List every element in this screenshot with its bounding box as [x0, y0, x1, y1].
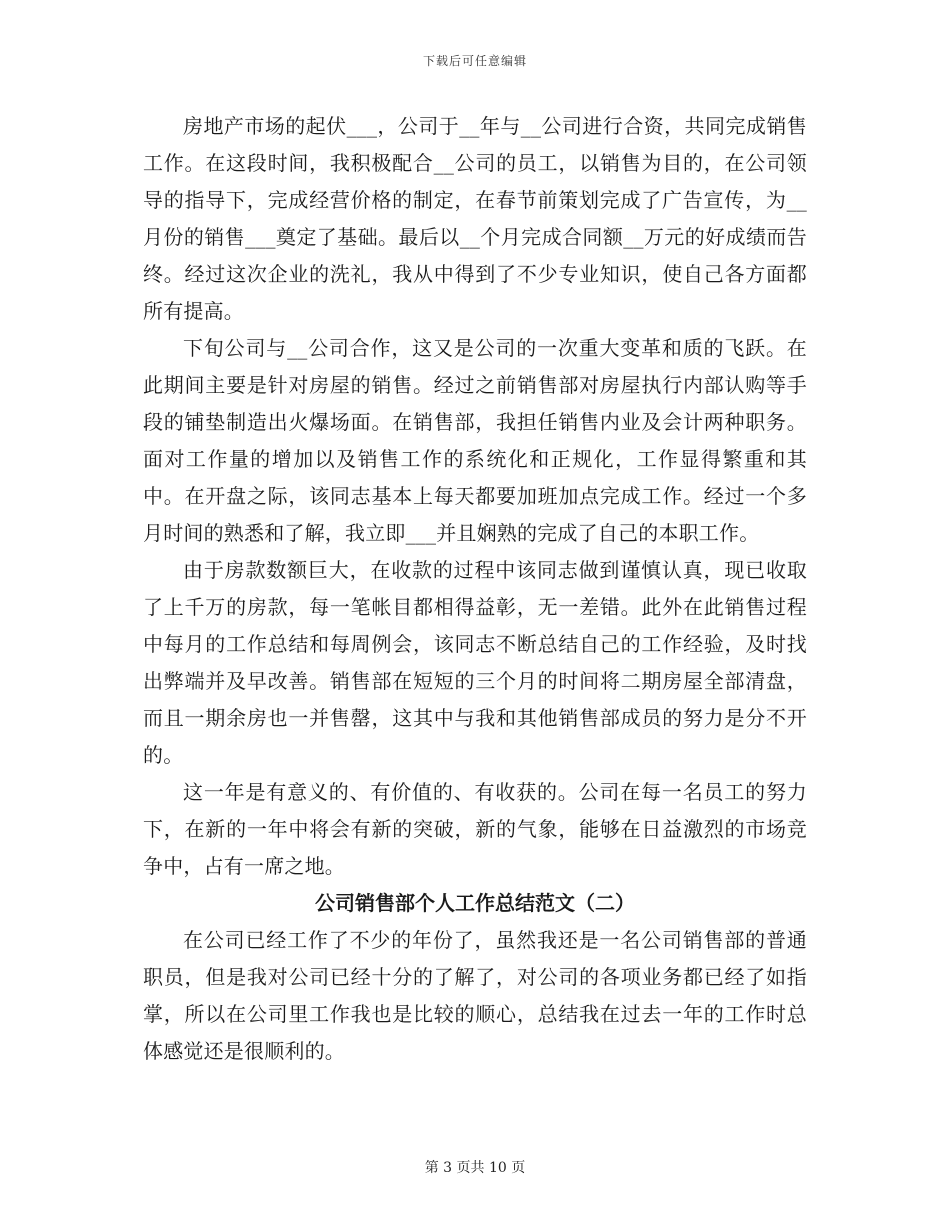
page-header: 下载后可任意编辑	[422, 54, 527, 68]
body-paragraph: 在公司已经工作了不少的年份了，虽然我还是一名公司销售部的普通职员，但是我对公司已经十分的了解了，对公司的各项业务都已经了如指掌，所以在公司里工作我也是比较的顺心，总结我在过去一年的工作时总体感觉还是很顺利的。	[143, 928, 807, 1063]
body-paragraph: 房地产市场的起伏___，公司于__年与__公司进行合资，共同完成销售工作。在这段时间，我积极配合__公司的员工，以销售为目的，在公司领导的指导下，完成经营价格的制定，在春节前策划完成了广告宣传，为__月份的销售___奠定了基础。最后以__个月完成合同额__万元的好成绩而告终。经过这次企业的洗礼，我从中得到了不少专业知识，使自己各方面都所有提高。	[143, 114, 807, 323]
section-heading: 公司销售部个人工作总结范文（二）	[315, 891, 635, 915]
document-body	[143, 108, 807, 1070]
page-footer: 第 3 页共 10 页	[424, 1160, 526, 1176]
body-paragraph: 这一年是有意义的、有价值的、有收获的。公司在每一名员工的努力下，在新的一年中将会有新的突破，新的气象，能够在日益激烈的市场竞争中，占有一席之地。	[143, 780, 807, 878]
body-paragraph: 下旬公司与__公司合作，这又是公司的一次重大变革和质的飞跃。在此期间主要是针对房屋的销售。经过之前销售部对房屋执行内部认购等手段的铺垫制造出火爆场面。在销售部，我担任销售内业及会计两种职务。面对工作量的增加以及销售工作的系统化和正规化，工作显得繁重和其中。在开盘之际，该同志基本上每天都要加班加点完成工作。经过一个多月时间的熟悉和了解，我立即___并且娴熟的完成了自己的本职工作。	[143, 336, 807, 545]
body-paragraph: 由于房款数额巨大，在收款的过程中该同志做到谨慎认真，现已收取了上千万的房款，每一笔帐目都相得益彰，无一差错。此外在此销售过程中每月的工作总结和每周例会，该同志不断总结自己的工作经验，及时找出弊端并及早改善。销售部在短短的三个月的时间将二期房屋全部清盘，而且一期余房也一并售罄，这其中与我和其他销售部成员的努力是分不开的。	[143, 558, 807, 767]
